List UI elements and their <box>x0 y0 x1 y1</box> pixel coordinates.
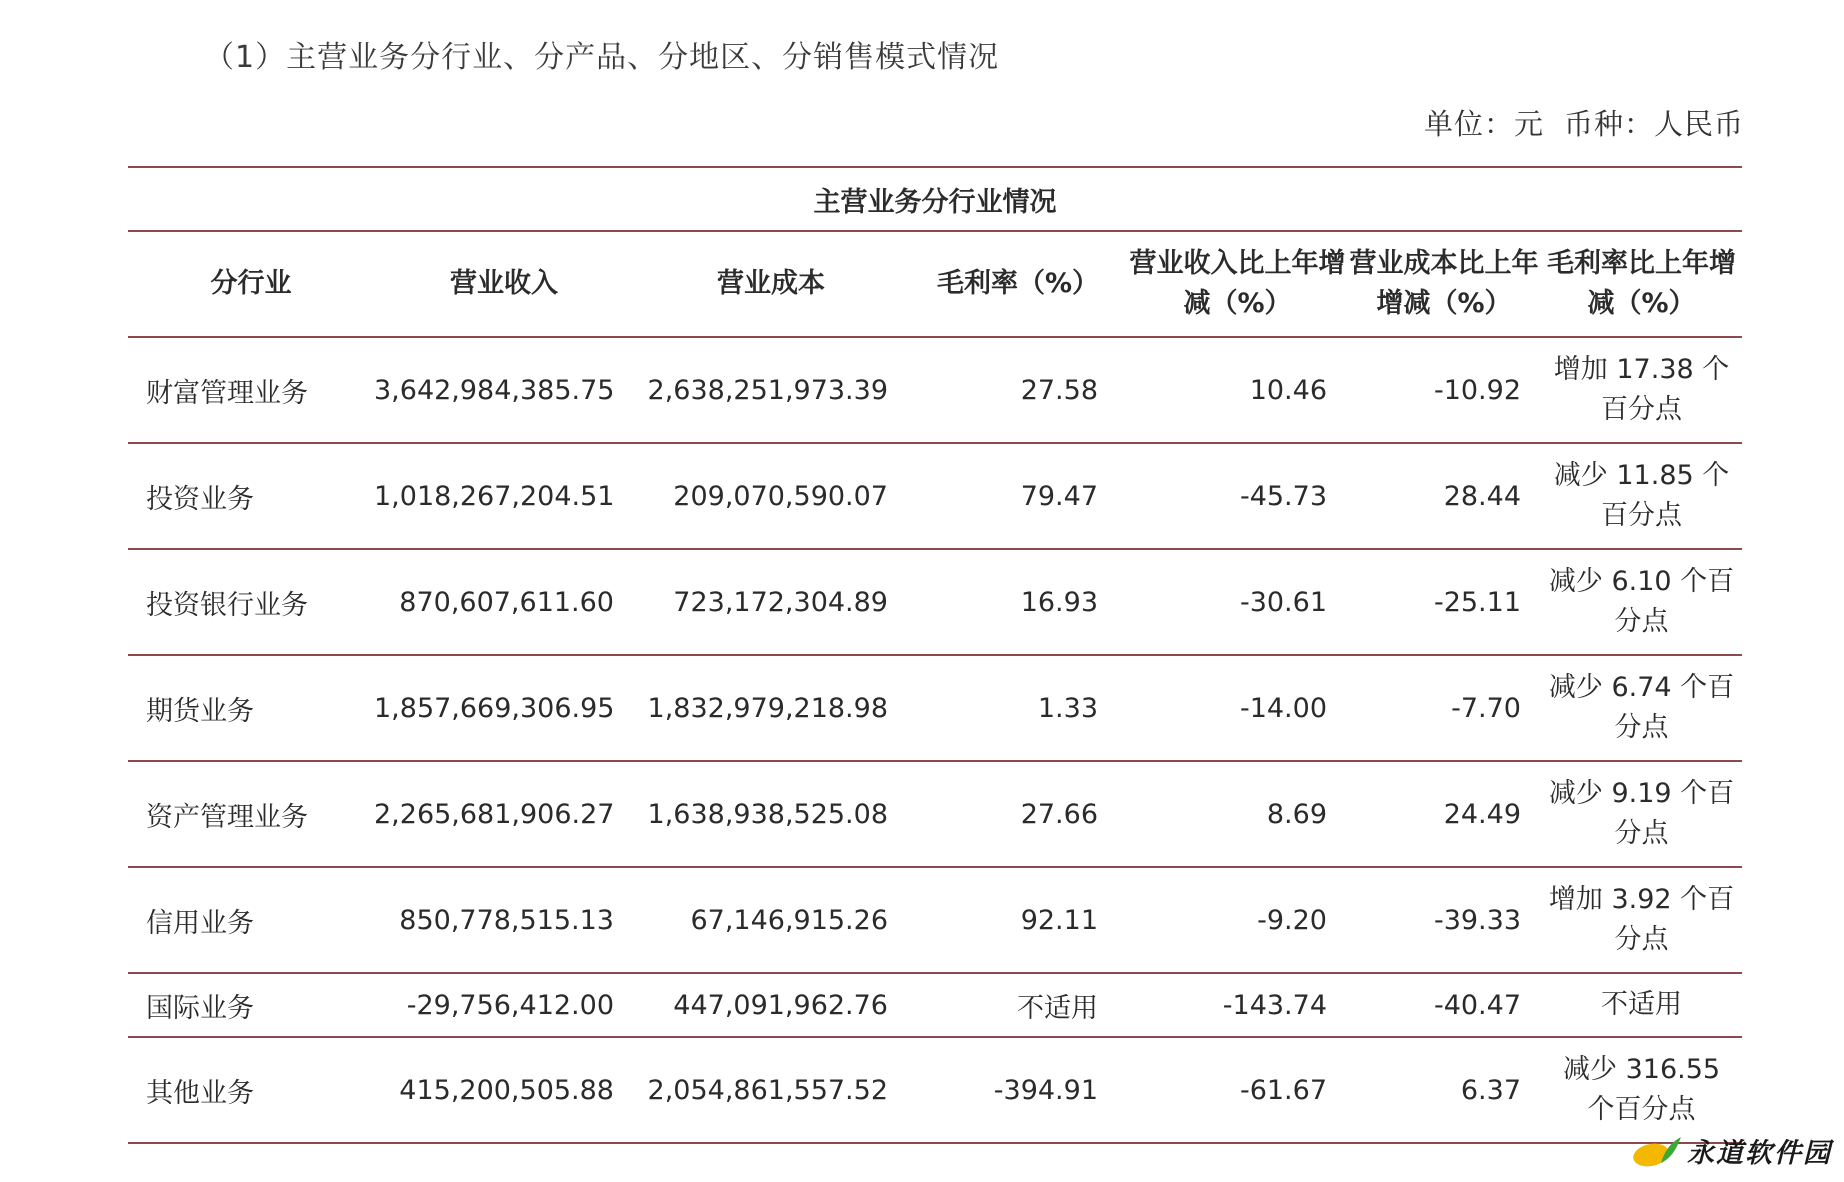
watermark <box>1631 1131 1832 1170</box>
cost-cell: 1,832,979,218.98 <box>634 655 908 761</box>
cost-change-cell: -39.33 <box>1347 867 1541 973</box>
table-row <box>128 549 1742 655</box>
revenue-change-cell: -14.00 <box>1128 655 1347 761</box>
cost-change-cell: -7.70 <box>1347 655 1541 761</box>
gross-margin-cell: 92.11 <box>908 867 1128 973</box>
watermark-text: 永道软件园 <box>1687 1138 1832 1169</box>
revenue-cell: 1,018,267,204.51 <box>374 443 634 549</box>
table-row <box>128 1037 1742 1143</box>
cost-cell: 2,638,251,973.39 <box>634 337 908 443</box>
gross-margin-cell: 27.58 <box>908 337 1128 443</box>
industry-cell: 国际业务 <box>128 973 374 1037</box>
revenue-cell: 1,857,669,306.95 <box>374 655 634 761</box>
table-caption-row <box>128 167 1742 231</box>
column-header: 分行业 <box>128 231 374 337</box>
industry-cell: 资产管理业务 <box>128 761 374 867</box>
revenue-cell: 3,642,984,385.75 <box>374 337 634 443</box>
cost-change-cell: -10.92 <box>1347 337 1541 443</box>
margin-change-cell: 增加 3.92 个百分点 <box>1541 867 1742 973</box>
gross-margin-cell: 不适用 <box>908 973 1128 1037</box>
column-header: 毛利率（%） <box>908 231 1128 337</box>
revenue-change-cell: 8.69 <box>1128 761 1347 867</box>
table-row <box>128 655 1742 761</box>
industry-cell: 其他业务 <box>128 1037 374 1143</box>
column-header: 营业成本 <box>634 231 908 337</box>
industry-table <box>128 166 1742 1144</box>
cost-change-cell: 28.44 <box>1347 443 1541 549</box>
column-header: 营业收入比上年增减（%） <box>1128 231 1347 337</box>
margin-change-cell: 减少 6.74 个百分点 <box>1541 655 1742 761</box>
revenue-change-cell: -61.67 <box>1128 1037 1347 1143</box>
table-row <box>128 337 1742 443</box>
revenue-change-cell: -45.73 <box>1128 443 1347 549</box>
table-row <box>128 443 1742 549</box>
table-row <box>128 973 1742 1037</box>
cost-cell: 723,172,304.89 <box>634 549 908 655</box>
revenue-cell: 870,607,611.60 <box>374 549 634 655</box>
gross-margin-cell: 79.47 <box>908 443 1128 549</box>
cost-change-cell: -40.47 <box>1347 973 1541 1037</box>
unit-currency-line <box>1424 102 1744 143</box>
margin-change-cell: 减少 316.55 个百分点 <box>1541 1037 1742 1143</box>
revenue-cell: 2,265,681,906.27 <box>374 761 634 867</box>
unit-label: 单位：元 <box>1423 107 1544 141</box>
table-row <box>128 867 1742 973</box>
revenue-change-cell: 10.46 <box>1128 337 1347 443</box>
cost-cell: 1,638,938,525.08 <box>634 761 908 867</box>
leaf-logo-icon <box>1631 1133 1683 1169</box>
revenue-cell: 415,200,505.88 <box>374 1037 634 1143</box>
table-caption: 主营业务分行业情况 <box>128 167 1742 231</box>
cost-change-cell: 24.49 <box>1347 761 1541 867</box>
cost-change-cell: -25.11 <box>1347 549 1541 655</box>
revenue-change-cell: -30.61 <box>1128 549 1347 655</box>
gross-margin-cell: 1.33 <box>908 655 1128 761</box>
margin-change-cell: 不适用 <box>1541 973 1742 1037</box>
margin-change-cell: 减少 9.19 个百分点 <box>1541 761 1742 867</box>
currency-label: 币种：人民币 <box>1563 107 1744 141</box>
revenue-change-cell: -9.20 <box>1128 867 1347 973</box>
cost-cell: 2,054,861,557.52 <box>634 1037 908 1143</box>
revenue-change-cell: -143.74 <box>1128 973 1347 1037</box>
industry-cell: 信用业务 <box>128 867 374 973</box>
cost-cell: 209,070,590.07 <box>634 443 908 549</box>
margin-change-cell: 减少 6.10 个百分点 <box>1541 549 1742 655</box>
column-header: 营业收入 <box>374 231 634 337</box>
industry-cell: 财富管理业务 <box>128 337 374 443</box>
cost-change-cell: 6.37 <box>1347 1037 1541 1143</box>
margin-change-cell: 减少 11.85 个百分点 <box>1541 443 1742 549</box>
gross-margin-cell: -394.91 <box>908 1037 1128 1143</box>
gross-margin-cell: 16.93 <box>908 549 1128 655</box>
industry-cell: 投资银行业务 <box>128 549 374 655</box>
revenue-cell: 850,778,515.13 <box>374 867 634 973</box>
revenue-cell: -29,756,412.00 <box>374 973 634 1037</box>
section-heading: （1）主营业务分行业、分产品、分地区、分销售模式情况 <box>204 40 1000 75</box>
industry-table-container <box>128 166 1742 1144</box>
industry-cell: 期货业务 <box>128 655 374 761</box>
cost-cell: 67,146,915.26 <box>634 867 908 973</box>
table-header-row <box>128 231 1742 337</box>
column-header: 营业成本比上年增减（%） <box>1347 231 1541 337</box>
gross-margin-cell: 27.66 <box>908 761 1128 867</box>
cost-cell: 447,091,962.76 <box>634 973 908 1037</box>
table-row <box>128 761 1742 867</box>
industry-cell: 投资业务 <box>128 443 374 549</box>
margin-change-cell: 增加 17.38 个百分点 <box>1541 337 1742 443</box>
column-header: 毛利率比上年增减（%） <box>1541 231 1742 337</box>
